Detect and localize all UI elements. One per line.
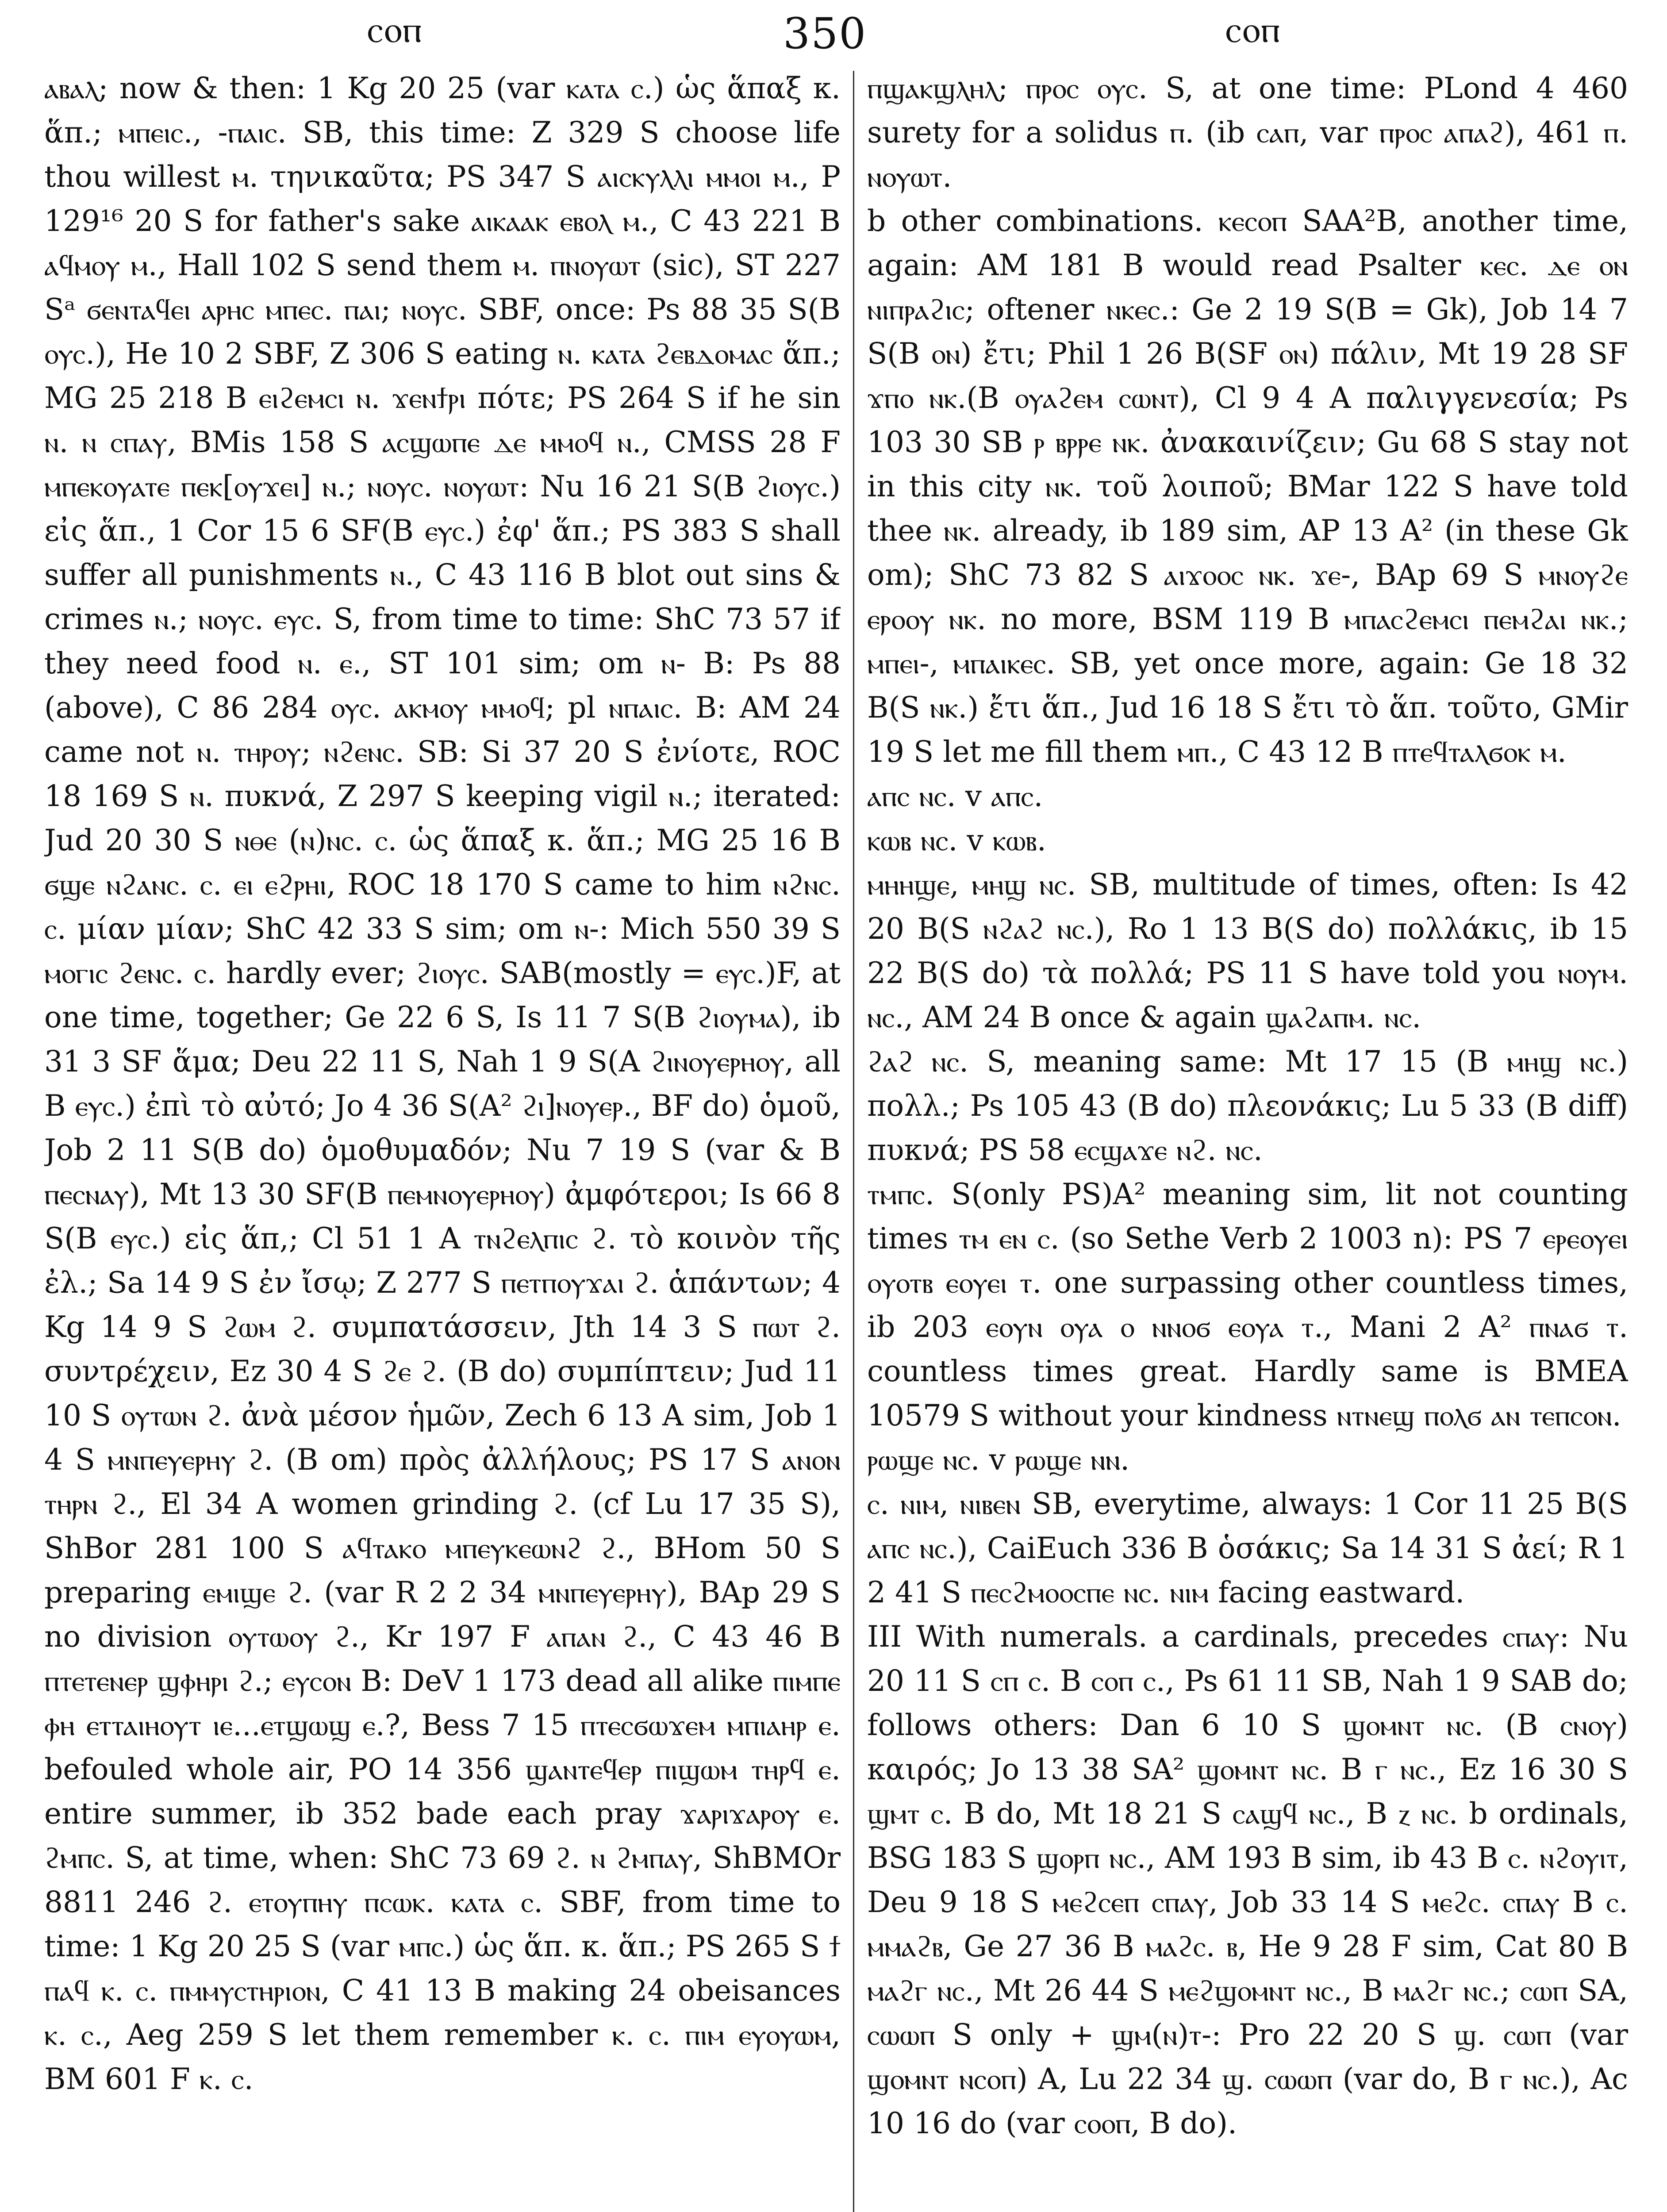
right-paragraph: ⲁⲡⲥ ⲛⲥ. v ⲁⲡⲥ. <box>867 779 1043 813</box>
left-column <box>44 66 841 2212</box>
right-paragraph: b other combinations. ⲕⲉⲥⲟⲡ SAA²B, another time, again: AM 181 B would read Psalter ⲕⲉⲥ. ⲇⲉ ⲟⲛ ⲛⲓⲡⲣⲁϩⲓⲥ; oftener ⲛⲕⲉⲥ.: Ge 2 19 S(B = Gk), Job 14 7 S(B ⲟⲛ) ἔτι; Phil 1 26 B(SF ⲟⲛ) πάλιν, Mt 19 28 SF ϫⲡⲟ ⲛⲕ.(B ⲟⲩⲁϩⲉⲙ ⲥⲱⲛⲧ), Cl 9 4 A παλιγγενεσία; Ps 103 30 SB ⲣ ⲃⲣⲣⲉ ⲛⲕ. ἀνακαινίζειν; Gu 68 S stay not in this city ⲛⲕ. τοῦ λοιποῦ; BMar 122 S have told thee ⲛⲕ. already, ib 189 sim, AP 13 A² (in these Gk om); ShC 73 82 S ⲁⲓϫⲟⲟⲥ ⲛⲕ. ϫⲉ-, BAp 69 S ⲙⲛⲟⲩϩⲉ ⲉⲣⲟⲟⲩ ⲛⲕ. no more, BSM 119 B ⲙⲡⲁⲥϩⲉⲙⲥⲓ ⲡⲉⲙϩⲁⲓ ⲛⲕ.; ⲙⲡⲉⲓ-, ⲙⲡⲁⲓⲕⲉⲥ. SB, yet once more, again: Ge 18 32 B(S ⲛⲕ.) ἔτι ἅπ., Jud 16 18 S ἔτι τὸ ἅπ. τοῦτο, GMir 19 S let me fill them ⲙⲡ., C 43 12 B ⲡⲧⲉϥⲧⲁⲗϭⲟⲕ ⲙ. <box>867 204 1628 769</box>
running-head-right: ⲥⲟⲡ <box>1225 9 1281 51</box>
right-paragraph: ⲣⲱϣⲉ ⲛⲥ. v ⲣⲱϣⲉ ⲛⲛ. <box>867 1443 1130 1477</box>
right-paragraph: ⲕⲱⲃ ⲛⲥ. v ⲕⲱⲃ. <box>867 823 1046 857</box>
page-number: 350 <box>783 9 867 58</box>
right-paragraph: ⲙⲏⲏϣⲉ, ⲙⲏϣ ⲛⲥ. SB, multitude of times, often: Is 42 20 B(S ⲛϩⲁϩ ⲛⲥ.), Ro 1 13 B(S do) πολλάκις, ib 15 22 B(S do) τὰ πολλά; PS 11 S have told you ⲛⲟⲩⲙ. ⲛⲥ., AM 24 B once & again ϣⲁϩⲁⲡⲙ. ⲛⲥ. <box>867 868 1628 1034</box>
page-header <box>0 9 1667 62</box>
right-paragraph: ϩⲁϩ ⲛⲥ. S, meaning same: Mt 17 15 (B ⲙⲏϣ ⲛⲥ.) πολλ.; Ps 105 43 (B do) πλεονάκις; Lu 5 33 (B diff) πυκνά; PS 58 ⲉⲥϣⲁϫⲉ ⲛϩ. ⲛⲥ. <box>867 1045 1628 1167</box>
right-paragraph: III With numerals. a cardinals, precedes ⲥⲡⲁⲩ: Nu 20 11 S ⲥⲡ ⲥ. B ⲥⲟⲡ ⲥ., Ps 61 11 SB, Nah 1 9 SAB do; follows others: Dan 6 10 S ϣⲟⲙⲛⲧ ⲛⲥ. (B ⲥⲛⲟⲩ) καιρός; Jo 13 38 SA² ϣⲟⲙⲛⲧ ⲛⲥ. B ⲅ ⲛⲥ., Ez 16 30 S ϣⲙⲧ ⲥ. B do, Mt 18 21 S ⲥⲁϣϥ ⲛⲥ., B ⲍ ⲛⲥ. b ordinals, BSG 183 S ϣⲟⲣⲡ ⲛⲥ., AM 193 B sim, ib 43 B ⲥ. ⲛϩⲟⲩⲓⲧ, Deu 9 18 S ⲙⲉϩⲥⲉⲡ ⲥⲡⲁⲩ, Job 33 14 S ⲙⲉϩⲥ. ⲥⲡⲁⲩ B ⲥ. ⲙⲙⲁϩⲃ, Ge 27 36 B ⲙⲁϩⲥ. ⲃ, He 9 28 F sim, Cat 80 B ⲙⲁϩⲅ ⲛⲥ., Mt 26 44 S ⲙⲉϩϣⲟⲙⲛⲧ ⲛⲥ., B ⲙⲁϩⲅ ⲛⲥ.; ⲥⲱⲡ SA, ⲥⲱⲱⲡ S only + ϣⲙ(ⲛ)ⲧ-: Pro 22 20 S ϣ. ⲥⲱⲡ (var ϣⲟⲙⲛⲧ ⲛⲥⲟⲡ) A, Lu 22 34 ϣ. ⲥⲱⲱⲡ (var do, B ⲅ ⲛⲥ.), Ac 10 16 do (var ⲥⲟⲟⲡ, B do). <box>867 1620 1628 2140</box>
running-head-left: ⲥⲟⲡ <box>367 9 423 51</box>
column-divider <box>853 71 854 2212</box>
right-paragraph: ⲡϣⲁⲕϣⲗⲏⲗ; ⲡⲣⲟⲥ ⲟⲩⲥ. S, at one time: PLond 4 460 surety for a solidus ⲡ. (ib ⲥⲁⲡ, var ⲡⲣⲟⲥ ⲁⲡⲁϩ), 461 ⲡ. ⲛⲟⲩⲱⲧ. <box>867 71 1628 194</box>
right-paragraph: ⲥ. ⲛⲓⲙ, ⲛⲓⲃⲉⲛ SB, everytime, always: 1 Cor 11 25 B(S ⲁⲡⲥ ⲛⲥ.), CaiEuch 336 B ὁσάκις; Sa 14 31 S ἀεί; R 1 2 41 S ⲡⲉⲥϩⲙⲟⲟⲥⲡⲉ ⲛⲥ. ⲛⲓⲙ facing eastward. <box>867 1487 1628 1609</box>
right-column <box>867 66 1628 2212</box>
left-paragraph: ⲁⲃⲁⲗ; now & then: 1 Kg 20 25 (var ⲕⲁⲧⲁ ⲥ.) ὡς ἅπαξ κ. ἅπ.; ⲙⲡⲉⲓⲥ., -ⲡⲁⲓⲥ. SB, this time: Z 329 S choose life thou willest ⲙ. τηνικαῦτα; PS 347 S ⲁⲓⲥⲕⲩⲗⲗⲓ ⲙⲙⲟⲓ ⲙ., P 129¹⁶ 20 S for father's sake ⲁⲓⲕⲁⲁⲕ ⲉⲃⲟⲗ ⲙ., C 43 221 B ⲁϥⲙⲟⲩ ⲙ., Hall 102 S send them ⲙ. ⲡⲛⲟⲩⲱⲧ (sic), ST 227 Sᵃ ϭⲉⲛⲧⲁϥⲉⲓ ⲁⲣⲏⲥ ⲙⲡⲉⲥ. ⲡⲁⲓ; ⲛⲟⲩⲥ. SBF, once: Ps 88 35 S(B ⲟⲩⲥ.), He 10 2 SBF, Z 306 S eating ⲛ. ⲕⲁⲧⲁ ϩⲉⲃⲇⲟⲙⲁⲥ ἅπ.; MG 25 218 B ⲉⲓϩⲉⲙⲥⲓ ⲛ. ϫⲉⲛϯⲣⲓ πότε; PS 264 S if he sin ⲛ. ⲛ ⲥⲡⲁⲩ, BMis 158 S ⲁⲥϣⲱⲡⲉ ⲇⲉ ⲙⲙⲟϥ ⲛ., CMSS 28 F ⲙⲡⲉⲕⲟⲩⲁⲧⲉ ⲡⲉⲕ[ⲟⲩϫⲉⲓ] ⲛ.; ⲛⲟⲩⲥ. ⲛⲟⲩⲱⲧ: Nu 16 21 S(B ϩⲓⲟⲩⲥ.) εἰς ἅπ., 1 Cor 15 6 SF(B ⲉⲩⲥ.) ἐφ' ἅπ.; PS 383 S shall suffer all punishments ⲛ., C 43 116 B blot out sins & crimes ⲛ.; ⲛⲟⲩⲥ. ⲉⲩⲥ. S, from time to time: ShC 73 57 if they need food ⲛ. ⲉ., ST 101 sim; om ⲛ- B: Ps 88 (above), C 86 284 ⲟⲩⲥ. ⲁⲕⲙⲟⲩ ⲙⲙⲟϥ; pl ⲛⲡⲁⲓⲥ. B: AM 24 came not ⲛ. ⲧⲏⲣⲟⲩ; ⲛϩⲉⲛⲥ. SB: Si 37 20 S ἐνίοτε, ROC 18 169 S ⲛ. πυκνά, Z 297 S keeping vigil ⲛ.; iterated: Jud 20 30 S ⲛⲑⲉ (ⲛ)ⲛⲥ. ⲥ. ὡς ἅπαξ κ. ἅπ.; MG 25 16 B ϭϣⲉ ⲛϩⲁⲛⲥ. ⲥ. ⲉⲓ ⲉϩⲣⲏⲓ, ROC 18 170 S came to him ⲛϩⲛⲥ. ⲥ. μίαν μίαν; ShC 42 33 S sim; om ⲛ-: Mich 550 39 S ⲙⲟⲅⲓⲥ ϩⲉⲛⲥ. ⲥ. hardly ever; ϩⲓⲟⲩⲥ. SAB(mostly = ⲉⲩⲥ.)F, at one time, together; Ge 22 6 S, Is 11 7 S(B ϩⲓⲟⲩⲙⲁ), ib 31 3 SF ἅμα; Deu 22 11 S, Nah 1 9 S(A ϩⲓⲛⲟⲩⲉⲣⲏⲟⲩ, all B ⲉⲩⲥ.) ἐπὶ τὸ αὐτό; Jo 4 36 S(A² ϩⲓ]ⲛⲟⲩⲉⲣ., BF do) ὁμοῦ, Job 2 11 S(B do) ὁμοθυμαδόν; Nu 7 19 S (var & B ⲡⲉⲥⲛⲁⲩ), Mt 13 30 SF(B ⲡⲉⲙⲛⲟⲩⲉⲣⲏⲟⲩ) ἀμφότεροι; Is 66 8 S(B ⲉⲩⲥ.) εἰς ἅπ,; Cl 51 1 A ⲧⲛϩⲉⲗⲡⲓⲥ ϩ. τὸ κοινὸν τῆς ἐλ.; Sa 14 9 S ἐν ἴσῳ; Z 277 S ⲡⲉⲧⲡⲟⲩϫⲁⲓ ϩ. ἁπάντων; 4 Kg 14 9 S ϩⲱⲙ ϩ. συμπατάσσειν, Jth 14 3 S ⲡⲱⲧ ϩ. συντρέχειν, Ez 30 4 S ϩⲉ ϩ. (B do) συμπίπτειν; Jud 11 10 S ⲟⲩⲧⲱⲛ ϩ. ἀνὰ μέσον ἡμῶν, Zech 6 13 A sim, Job 1 4 S ⲙⲛⲡⲉⲩⲉⲣⲏⲩ ϩ. (B om) πρὸς ἀλλήλους; PS 17 S ⲁⲛⲟⲛ ⲧⲏⲣⲛ ϩ., El 34 A women grinding ϩ. (cf Lu 17 35 S), ShBor 281 100 S ⲁϥⲧⲁⲕⲟ ⲙⲡⲉⲩⲕⲉⲱⲛϩ ϩ., BHom 50 S preparing ⲉⲙⲓϣⲉ ϩ. (var R 2 2 34 ⲙⲛⲡⲉⲩⲉⲣⲏⲩ), BAp 29 S no division ⲟⲩⲧⲱⲟⲩ ϩ., Kr 197 F ⲁⲡⲁⲛ ϩ., C 43 46 B ⲡⲧⲉⲧⲉⲛⲉⲣ ϣⲫⲏⲣⲓ ϩ.; ⲉⲩⲥⲟⲛ B: DeV 1 173 dead all alike ⲡⲓⲙⲡⲉ ⲫⲏ ⲉⲧⲧⲁⲓⲏⲟⲩⲧ ⲓⲉ...ⲉⲧϣⲱϣ ⲉ.?, Bess 7 15 ⲡⲧⲉⲥϭⲱϫⲉⲙ ⲙⲡⲓⲁⲏⲣ ⲉ. befouled whole air, PO 14 356 ϣⲁⲛⲧⲉϥⲉⲣ ⲡⲓϣⲱⲙ ⲧⲏⲣϥ ⲉ. entire summer, ib 352 bade each pray ϫⲁⲣⲓϫⲁⲣⲟⲩ ⲉ. ϩⲙⲡⲥ. S, at time, when: ShC 73 69 ϩ. ⲛ ϩⲙⲡⲁⲩ, ShBMOr 8811 246 ϩ. ⲉⲧⲟⲩⲡⲏⲩ ⲡⲥⲱⲕ. ⲕⲁⲧⲁ ⲥ. SBF, from time to time: 1 Kg 20 25 S (var ⲙⲡⲥ.) ὡς ἅπ. κ. ἅπ.; PS 265 S ϯ ⲡⲁϥ ⲕ. ⲥ. ⲡⲙⲙⲩⲥⲧⲏⲣⲓⲟⲛ, C 41 13 B making 24 obeisances ⲕ. ⲥ., Aeg 259 S let them remember ⲕ. ⲥ. ⲡⲓⲙ ⲉⲩⲟⲩⲱⲙ, BM 601 F ⲕ. ⲥ. <box>44 71 841 2096</box>
right-paragraph: ⲧⲙⲡⲥ. S(only PS)A² meaning sim, lit not counting times ⲧⲙ ⲉⲛ ⲥ. (so Sethe Verb 2 1003 n): PS 7 ⲉⲣⲉⲟⲩⲉⲓ ⲟⲩⲟⲧⲃ ⲉⲟⲩⲉⲓ ⲧ. one surpassing other countless times, ib 203 ⲉⲟⲩⲛ ⲟⲩⲁ ⲟ ⲛⲛⲟϭ ⲉⲟⲩⲁ ⲧ., Mani 2 A² ⲡⲛⲁϭ ⲧ. countless times great. Hardly same is BMEA 10579 S without your kindness ⲛⲧⲛⲉϣ ⲡⲟⲗϭ ⲁⲛ ⲧⲉⲡⲥⲟⲛ. <box>867 1177 1628 1432</box>
